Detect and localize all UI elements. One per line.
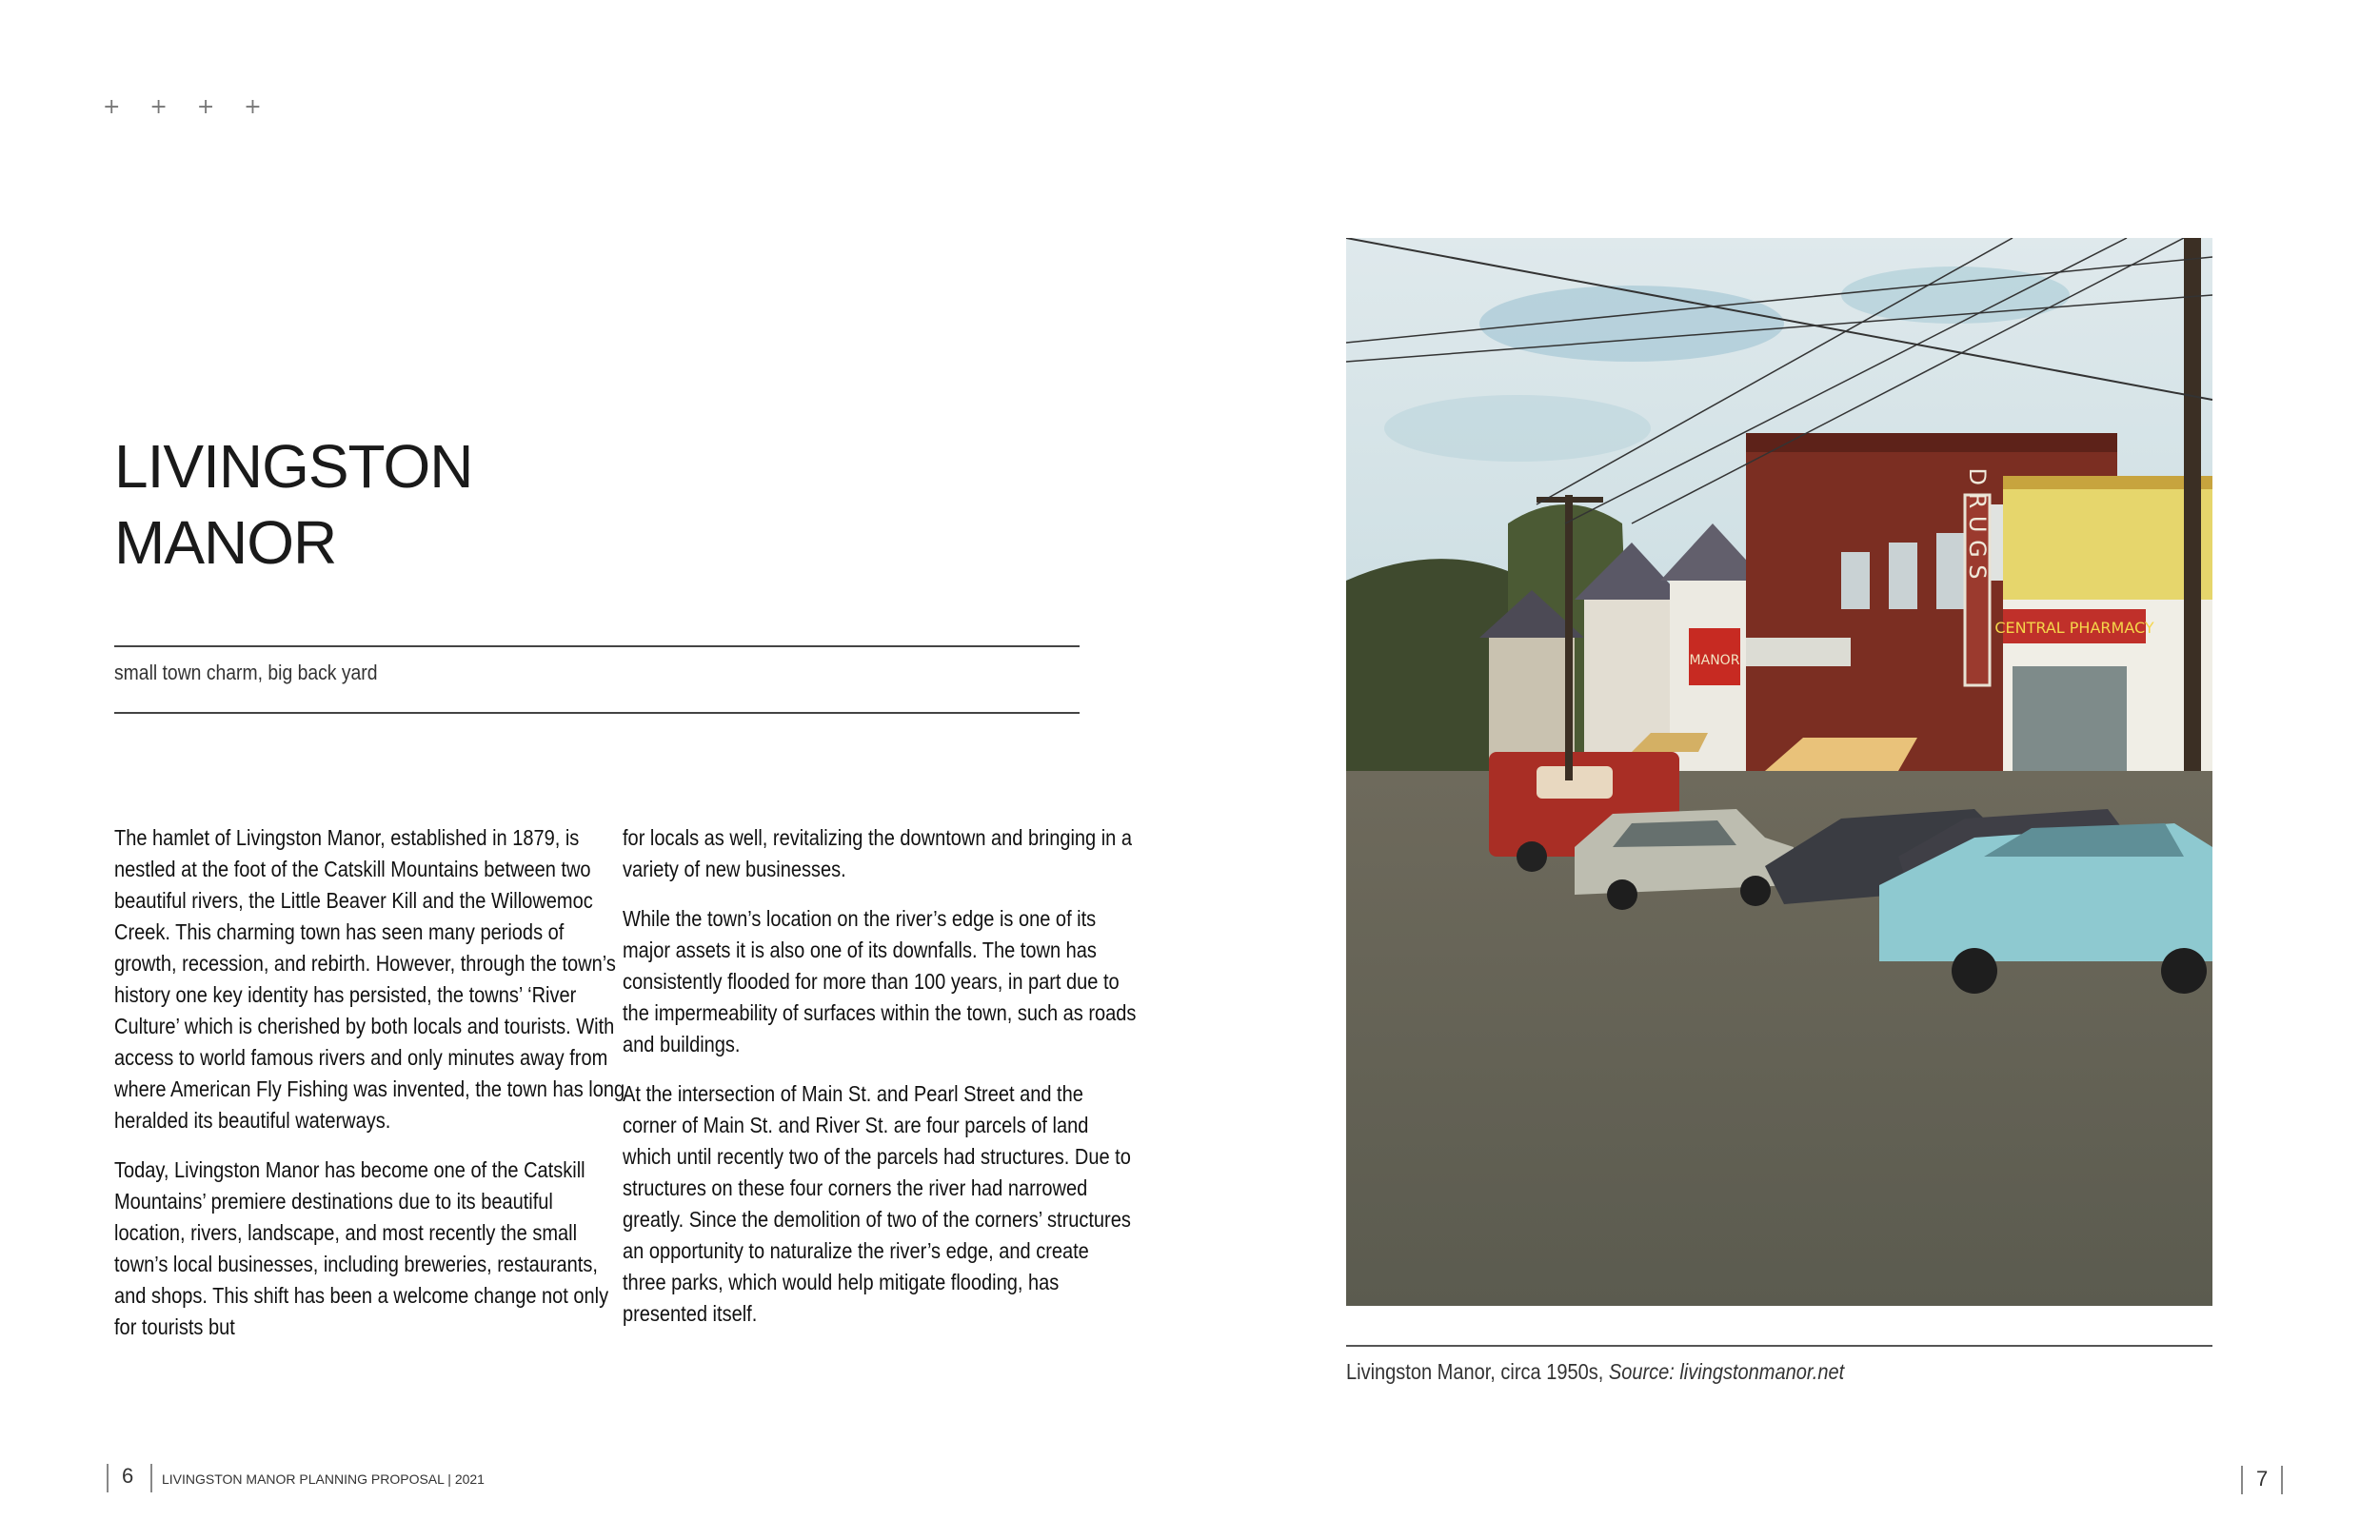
footer-divider — [150, 1464, 152, 1492]
manor-sign-text: MANOR — [1689, 653, 1740, 668]
footer-title: LIVINGSTON MANOR PLANNING PROPOSAL | 2021 — [162, 1471, 485, 1487]
page-subtitle: small town charm, big back yard — [114, 661, 378, 684]
caption-divider — [1346, 1345, 2212, 1347]
body-paragraph: for locals as well, revitalizing the downtown and bringing in a variety of new businesses. — [623, 825, 1133, 881]
caption-source: Source: livingstonmanor.net — [1608, 1359, 1845, 1384]
page-number-right: 7 — [2256, 1467, 2269, 1491]
pharmacy-sign-text: CENTRAL PHARMACY — [1994, 619, 2154, 637]
historic-street-photo — [1346, 238, 2212, 1306]
footer-divider — [107, 1464, 109, 1492]
body-paragraph: The hamlet of Livingston Manor, established in 1879, is nestled at the foot of the Catskill Mountains between two beautiful rivers, the Little Beaver Kill and the Willowemoc Creek. This charming town has seen many periods of growth, recession, and rebirth. However, through the town’s history one key identity has persisted, the towns’ ‘River Culture’ which is cherished by both locals and tourists. With access to world famous rivers and only minutes away from where American Fly Fishing was invented, the town has long heralded its beautiful waterways. — [114, 825, 625, 1133]
photo-caption — [1346, 1359, 1844, 1385]
footer-divider — [2281, 1466, 2283, 1494]
body-paragraph: At the intersection of Main St. and Pearl Street and the corner of Main St. and River St. are four parcels of land which until recently two of the parcels had structures. Due to structures on these four corners the river had narrowed greatly. Since the demolition of two of the corners’ structures an opportunity to naturalize the river’s edge, and create three parks, which would help mitigate flooding, has presented itself. — [623, 1081, 1131, 1326]
divider-bottom — [114, 712, 1080, 714]
divider-top — [114, 645, 1080, 647]
footer-divider — [2241, 1466, 2243, 1494]
body-column-right — [623, 822, 1137, 1348]
body-column-left — [114, 822, 628, 1361]
body-paragraph: Today, Livingston Manor has become one of the Catskill Mountains’ premiere destinations due to its beautiful location, rivers, landscape, and most recently the small town’s local businesses, including breweries, restaurants, and shops. This shift has been a welcome change not only for tourists but — [114, 1157, 609, 1339]
page-title — [114, 428, 472, 581]
decorative-plus-marks: + + + + — [103, 95, 273, 119]
page-number-left: 6 — [122, 1464, 134, 1488]
body-paragraph: While the town’s location on the river’s edge is one of its major assets it is also one of its downfalls. The town has consistently flooded for more than 100 years, in part due to the impermeability of surfaces within the town, such as roads and buildings. — [623, 906, 1137, 1056]
drugs-sign-text: D R U G S — [1964, 467, 1991, 580]
page-title-line-1: LIVINGSTON — [114, 432, 473, 501]
page-title-line-2: MANOR — [114, 508, 337, 577]
caption-text: Livingston Manor, circa 1950s, — [1346, 1359, 1609, 1384]
